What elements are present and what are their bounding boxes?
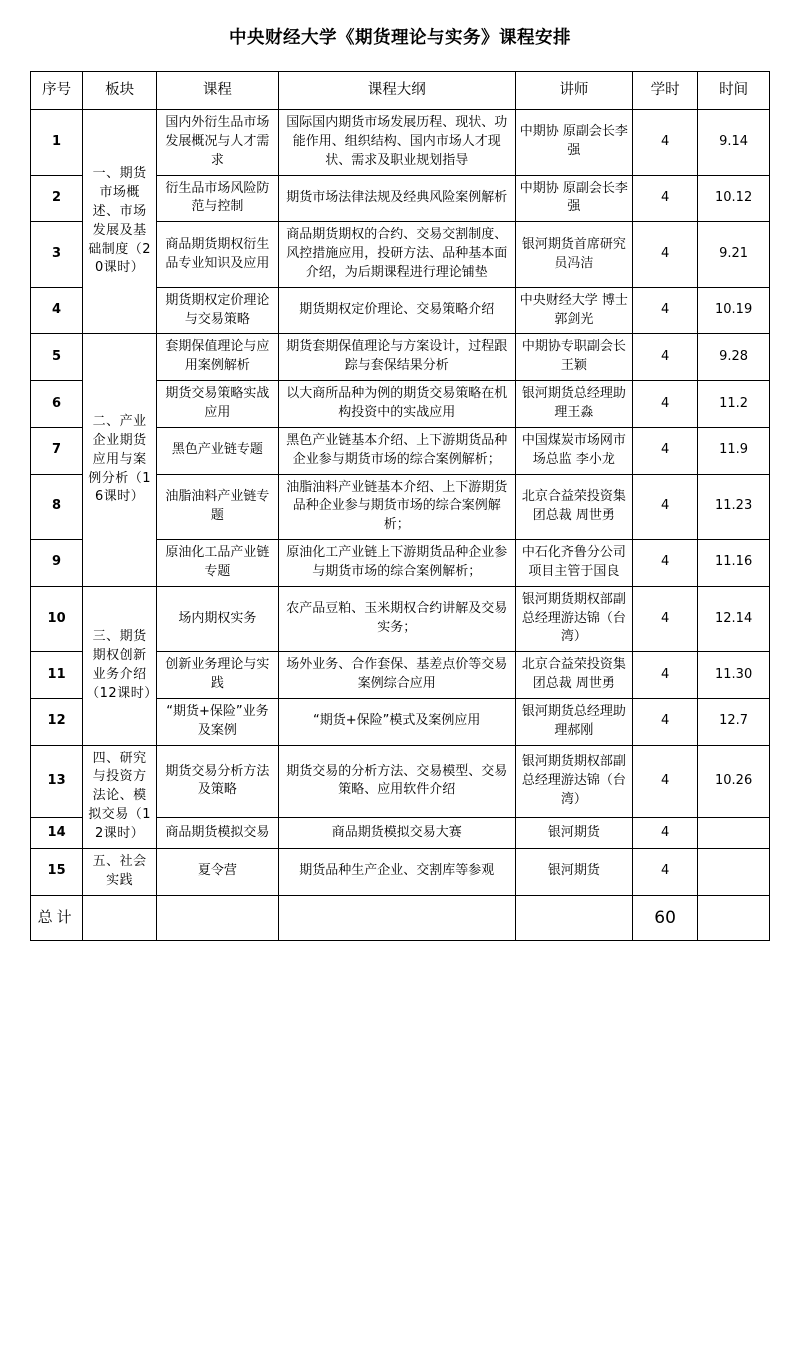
cell-date <box>698 848 770 895</box>
cell-outline: 场外业务、合作套保、基差点价等交易案例综合应用 <box>278 652 515 699</box>
cell-course: 国内外衍生品市场发展概况与人才需求 <box>157 110 279 176</box>
table-row <box>31 848 770 895</box>
cell-no: 1 <box>31 110 83 176</box>
total-blank-date <box>698 895 770 941</box>
cell-course: 期货期权定价理论与交易策略 <box>157 287 279 334</box>
cell-block: 三、期货期权创新业务介绍（12课时） <box>83 586 157 745</box>
cell-no: 4 <box>31 287 83 334</box>
cell-outline: 以大商所品种为例的期货交易策略在机构投资中的实战应用 <box>278 381 515 428</box>
cell-outline: 原油化工产业链上下游期货品种企业参与期货市场的综合案例解析； <box>278 540 515 587</box>
cell-hours: 4 <box>633 110 698 176</box>
cell-no: 11 <box>31 652 83 699</box>
total-hours: 60 <box>633 895 698 941</box>
cell-date: 11.9 <box>698 427 770 474</box>
cell-no: 5 <box>31 334 83 381</box>
cell-block: 五、社会实践 <box>83 848 157 895</box>
cell-hours: 4 <box>633 334 698 381</box>
cell-date: 10.12 <box>698 175 770 222</box>
cell-no: 6 <box>31 381 83 428</box>
cell-teacher: 北京合益荣投资集团总裁 周世勇 <box>515 652 632 699</box>
cell-outline: 商品期货模拟交易大赛 <box>278 818 515 849</box>
cell-no: 7 <box>31 427 83 474</box>
cell-outline: “期货+保险”模式及案例应用 <box>278 698 515 745</box>
cell-outline: 期货交易的分析方法、交易模型、交易策略、应用软件介绍 <box>278 745 515 817</box>
cell-course: “期货+保险”业务及案例 <box>157 698 279 745</box>
cell-outline: 期货品种生产企业、交割库等参观 <box>278 848 515 895</box>
cell-block: 二、产业企业期货应用与案例分析（16课时） <box>83 334 157 586</box>
cell-teacher: 银河期货首席研究员冯洁 <box>515 222 632 288</box>
cell-teacher: 中石化齐鲁分公司项目主管于国良 <box>515 540 632 587</box>
cell-course: 商品期货模拟交易 <box>157 818 279 849</box>
cell-hours: 4 <box>633 586 698 652</box>
cell-hours: 4 <box>633 381 698 428</box>
cell-course: 期货交易策略实战应用 <box>157 381 279 428</box>
cell-teacher: 中期协 原副会长李强 <box>515 175 632 222</box>
cell-outline: 商品期货期权的合约、交易交割制度、风控措施应用，投研方法、品种基本面介绍，为后期课程进行理论铺垫 <box>278 222 515 288</box>
header-cell-block: 板块 <box>83 72 157 110</box>
cell-teacher: 北京合益荣投资集团总裁 周世勇 <box>515 474 632 540</box>
cell-outline: 期货市场法律法规及经典风险案例解析 <box>278 175 515 222</box>
table-header-row <box>31 72 770 110</box>
cell-no: 9 <box>31 540 83 587</box>
cell-date: 12.14 <box>698 586 770 652</box>
cell-outline: 期货期权定价理论、交易策略介绍 <box>278 287 515 334</box>
cell-date: 9.14 <box>698 110 770 176</box>
page-title: 中央财经大学《期货理论与实务》课程安排 <box>229 28 571 48</box>
table-total-row <box>31 895 770 941</box>
header-cell-course: 课程 <box>157 72 279 110</box>
cell-no: 14 <box>31 818 83 849</box>
cell-course: 套期保值理论与应用案例解析 <box>157 334 279 381</box>
header-cell-no: 序号 <box>31 72 83 110</box>
cell-no: 15 <box>31 848 83 895</box>
cell-course: 油脂油料产业链专题 <box>157 474 279 540</box>
cell-date: 9.21 <box>698 222 770 288</box>
total-blank-teacher <box>515 895 632 941</box>
header-cell-teacher: 讲师 <box>515 72 632 110</box>
cell-teacher: 中央财经大学 博士郭剑光 <box>515 287 632 334</box>
cell-outline: 农产品豆粕、玉米期权合约讲解及交易实务； <box>278 586 515 652</box>
cell-no: 13 <box>31 745 83 817</box>
cell-hours: 4 <box>633 474 698 540</box>
cell-course: 夏令营 <box>157 848 279 895</box>
cell-date: 11.2 <box>698 381 770 428</box>
cell-course: 场内期权实务 <box>157 586 279 652</box>
total-blank-course <box>157 895 279 941</box>
cell-outline: 黑色产业链基本介绍、上下游期货品种企业参与期货市场的综合案例解析； <box>278 427 515 474</box>
header-cell-hours: 学时 <box>633 72 698 110</box>
cell-teacher: 银河期货期权部副总经理游达锦（台湾） <box>515 745 632 817</box>
cell-outline: 油脂油料产业链基本介绍、上下游期货品种企业参与期货市场的综合案例解析； <box>278 474 515 540</box>
cell-date: 11.16 <box>698 540 770 587</box>
course-schedule-table <box>30 71 770 941</box>
cell-teacher: 银河期货总经理助理王淼 <box>515 381 632 428</box>
total-blank-outline <box>278 895 515 941</box>
cell-teacher: 银河期货 <box>515 848 632 895</box>
total-label: 总计 <box>31 895 83 941</box>
cell-hours: 4 <box>633 540 698 587</box>
cell-outline: 国际国内期货市场发展历程、现状、功能作用、组织结构、国内市场人才现状、需求及职业规划指导 <box>278 110 515 176</box>
cell-no: 2 <box>31 175 83 222</box>
cell-outline: 期货套期保值理论与方案设计，过程跟踪与套保结果分析 <box>278 334 515 381</box>
cell-no: 3 <box>31 222 83 288</box>
table-row <box>31 745 770 817</box>
cell-hours: 4 <box>633 175 698 222</box>
cell-hours: 4 <box>633 287 698 334</box>
cell-no: 12 <box>31 698 83 745</box>
cell-date: 10.26 <box>698 745 770 817</box>
cell-hours: 4 <box>633 427 698 474</box>
cell-teacher: 中国煤炭市场网市场总监 李小龙 <box>515 427 632 474</box>
cell-teacher: 中期协专职副会长王颖 <box>515 334 632 381</box>
table-row <box>31 110 770 176</box>
cell-date: 11.30 <box>698 652 770 699</box>
cell-teacher: 银河期货总经理助理郝刚 <box>515 698 632 745</box>
table-row <box>31 334 770 381</box>
cell-date <box>698 818 770 849</box>
cell-course: 期货交易分析方法及策略 <box>157 745 279 817</box>
cell-date: 11.23 <box>698 474 770 540</box>
total-blank-block <box>83 895 157 941</box>
cell-date: 12.7 <box>698 698 770 745</box>
cell-course: 黑色产业链专题 <box>157 427 279 474</box>
header-cell-outline: 课程大纲 <box>278 72 515 110</box>
cell-block: 一、期货市场概述、市场发展及基础制度（20课时） <box>83 110 157 334</box>
header-cell-date: 时间 <box>698 72 770 110</box>
cell-block: 四、研究与投资方法论、模拟交易（12课时） <box>83 745 157 848</box>
table-row <box>31 586 770 652</box>
cell-course: 创新业务理论与实践 <box>157 652 279 699</box>
cell-no: 10 <box>31 586 83 652</box>
cell-course: 商品期货期权衍生品专业知识及应用 <box>157 222 279 288</box>
cell-hours: 4 <box>633 652 698 699</box>
cell-date: 9.28 <box>698 334 770 381</box>
cell-teacher: 银河期货期权部副总经理游达锦（台湾） <box>515 586 632 652</box>
cell-course: 衍生品市场风险防范与控制 <box>157 175 279 222</box>
cell-no: 8 <box>31 474 83 540</box>
cell-hours: 4 <box>633 848 698 895</box>
cell-hours: 4 <box>633 698 698 745</box>
cell-date: 10.19 <box>698 287 770 334</box>
cell-teacher: 中期协 原副会长李强 <box>515 110 632 176</box>
cell-teacher: 银河期货 <box>515 818 632 849</box>
cell-hours: 4 <box>633 222 698 288</box>
cell-course: 原油化工品产业链专题 <box>157 540 279 587</box>
cell-hours: 4 <box>633 818 698 849</box>
cell-hours: 4 <box>633 745 698 817</box>
